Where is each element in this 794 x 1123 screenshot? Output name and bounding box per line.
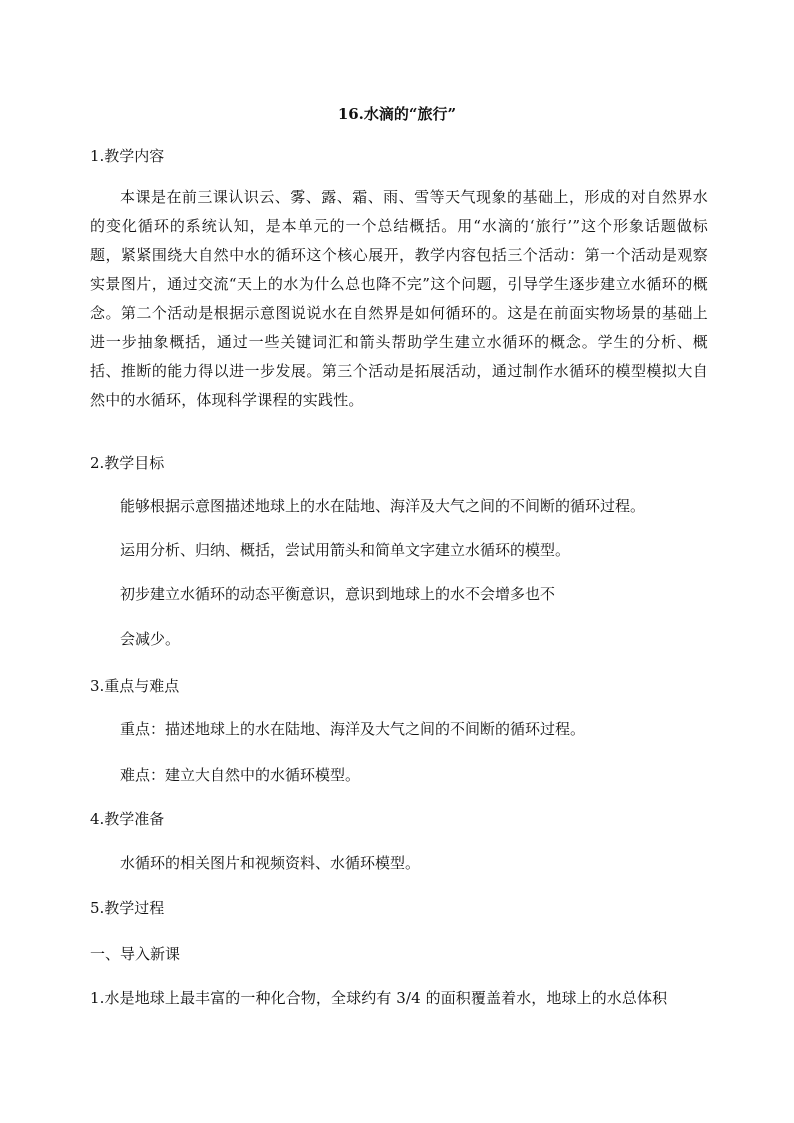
teaching-goal-3-line2: 会减少。 — [120, 630, 181, 648]
teaching-goal-1: 能够根据示意图描述地球上的水在陆地、海洋及大气之间的不间断的循环过程。 — [120, 497, 646, 515]
difficulty-text: 难点：建立大自然中的水循环模型。 — [120, 766, 361, 784]
section-heading-key-points: 3.重点与难点 — [90, 677, 180, 695]
teaching-goal-3-line1: 初步建立水循环的动态平衡意识，意识到地球上的水不会增多也不 — [120, 585, 556, 603]
subsection-heading-intro: 一、导入新课 — [90, 945, 181, 963]
key-point-text: 重点：描述地球上的水在陆地、海洋及大气之间的不间断的循环过程。 — [120, 720, 586, 738]
preparation-text: 水循环的相关图片和视频资料、水循环模型。 — [120, 854, 421, 872]
document-title: 16.水滴的“旅行” — [337, 105, 457, 123]
section-heading-teaching-goals: 2.教学目标 — [90, 454, 165, 472]
section-heading-preparation: 4.教学准备 — [90, 810, 165, 828]
process-item-1: 1.水是地球上最丰富的一种化合物，全球约有 3/4 的面积覆盖着水，地球上的水总体积 — [90, 989, 668, 1007]
teaching-goal-2: 运用分析、归纳、概括，尝试用箭头和简单文字建立水循环的模型。 — [120, 541, 571, 559]
section-heading-process: 5.教学过程 — [90, 899, 165, 917]
section-heading-teaching-content: 1.教学内容 — [90, 147, 165, 165]
teaching-content-paragraph: 本课是在前三课认识云、雾、露、霜、雨、雪等天气现象的基础上，形成的对自然界水的变化循环的系统认知，是本单元的一个总结概括。用“水滴的‘旅行’”这个形象话题做标题，紧紧围绕大自然中水的循环这个核心展开，教学内容包括三个活动：第一个活动是观察实景图片，通过交流“天上的水为什么总也降不完”这个问题，引导学生逐步建立水循环的概念。第二个活动是根据示意图说说水在自然界是如何循环的。这是在前面实物场景的基础上进一步抽象概括，通过一些关键词汇和箭头帮助学生建立水循环的概念。学生的分析、概括、推断的能力得以进一步发展。第三个活动是拓展活动，通过制作水循环的模型模拟大自然中的水循环，体现科学课程的实践性。 — [90, 188, 708, 409]
